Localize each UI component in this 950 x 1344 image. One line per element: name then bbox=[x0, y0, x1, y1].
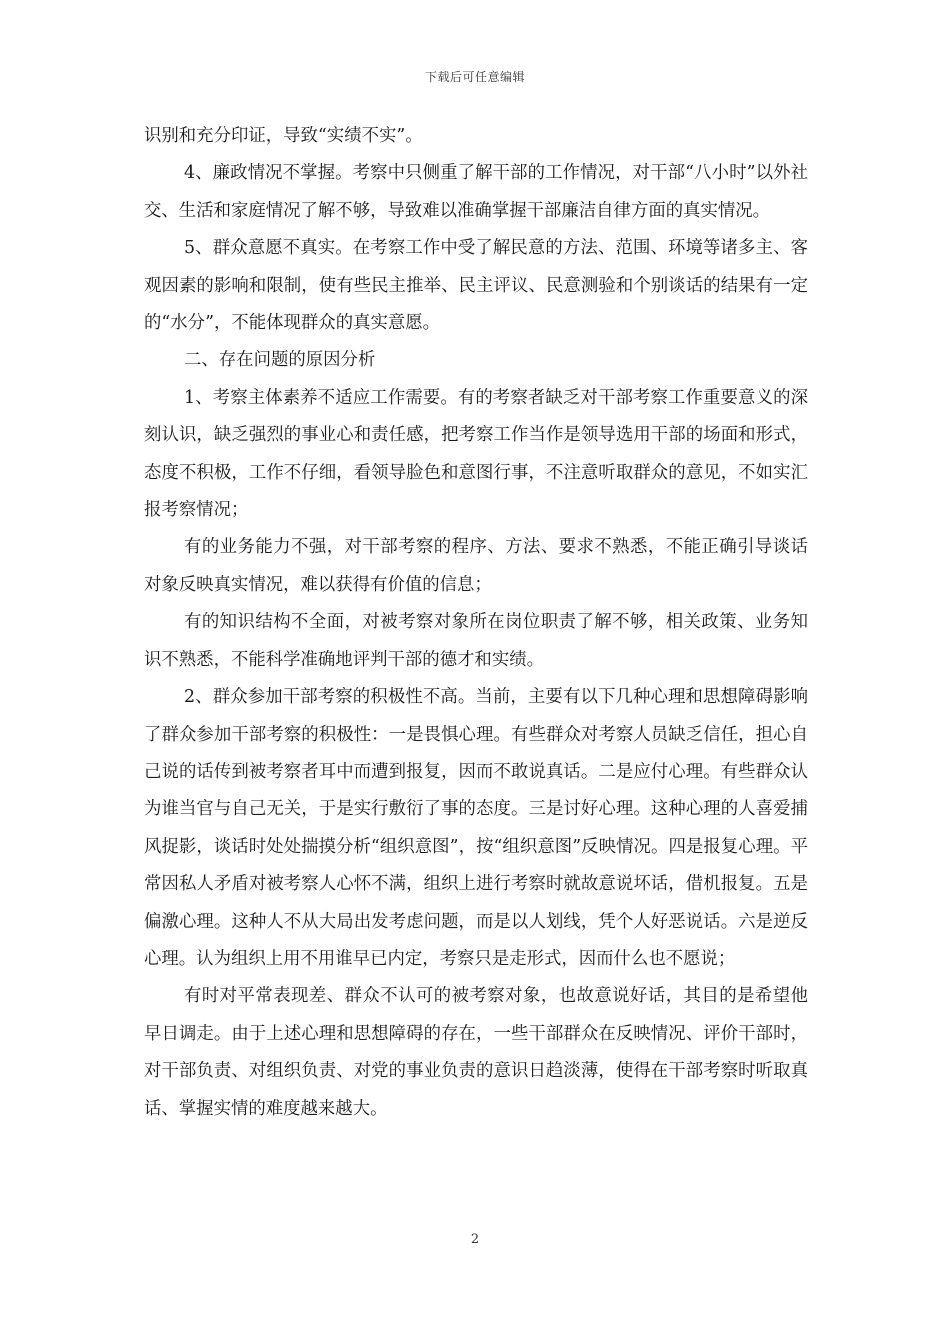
paragraph: 有的知识结构不全面，对被考察对象所在岗位职责了解不够，相关政策、业务知识不熟悉，不能科学准确地评判干部的德才和实绩。 bbox=[144, 612, 808, 670]
paragraph: 有时对平常表现差、群众不认可的被考察对象，也故意说好话，其目的是希望他早日调走。由于上述心理和思想障碍的存在，一些干部群众在反映情况、评价干部时，对干部负责、对组织负责、对党的事业负责的意识日趋淡薄，使得在干部考察时听取真话、掌握实情的难度越来越大。 bbox=[144, 986, 808, 1119]
page-header: 下载后可任意编辑 bbox=[424, 70, 525, 84]
paragraph: 1、考察主体素养不适应工作需要。有的考察者缺乏对干部考察工作重要意义的深刻认识，缺乏强烈的事业心和责任感，把考察工作当作是领导选用干部的场面和形式，态度不积极，工作不仔细，看领导脸色和意图行事，不注意听取群众的意见，不如实汇报考察情况； bbox=[144, 387, 808, 521]
paragraph: 识别和充分印证，导致“实绩不实”。 bbox=[144, 126, 423, 146]
paragraph: 有的业务能力不强，对干部考察的程序、方法、要求不熟悉，不能正确引导谈话对象反映真实情况，难以获得有价值的信息； bbox=[144, 537, 808, 595]
paragraph: 2、群众参加干部考察的积极性不高。当前，主要有以下几种心理和思想障碍影响了群众参加干部考察的积极性：一是畏惧心理。有些群众对考察人员缺乏信任，担心自己说的话传到被考察者耳中而遭到报复，因而不敢说真话。二是应付心理。有些群众认为谁当官与自己无关，于是实行敷衍了事的态度。三是讨好心理。这种心理的人喜爱捕风捉影，谈话时处处揣摸分析“组织意图”，按“组织意图”反映情况。四是报复心理。平常因私人矛盾对被考察人心怀不满，组织上进行考察时就故意说坏话，借机报复。五是偏激心理。这种人不从大局出发考虑问题，而是以人划线，凭个人好恶说话。六是逆反心理。认为组织上用不用谁早已内定，考察只是走形式，因而什么也不愿说； bbox=[144, 687, 808, 969]
paragraph: 4、廉政情况不掌握。考察中只侧重了解干部的工作情况，对干部“八小时”以外社交、生活和家庭情况了解不够，导致难以准确掌握干部廉洁自律方面的真实情况。 bbox=[144, 163, 808, 221]
page-number: 2 bbox=[470, 1232, 480, 1247]
document-body bbox=[144, 118, 808, 1128]
paragraph: 5、群众意愿不真实。在考察工作中受了解民意的方法、范围、环境等诸多主、客观因素的影响和限制，使有些民主推举、民主评议、民意测验和个别谈话的结果有一定的“水分”，不能体现群众的真实意愿。 bbox=[144, 238, 808, 334]
section-heading: 二、存在问题的原因分析 bbox=[184, 350, 376, 371]
